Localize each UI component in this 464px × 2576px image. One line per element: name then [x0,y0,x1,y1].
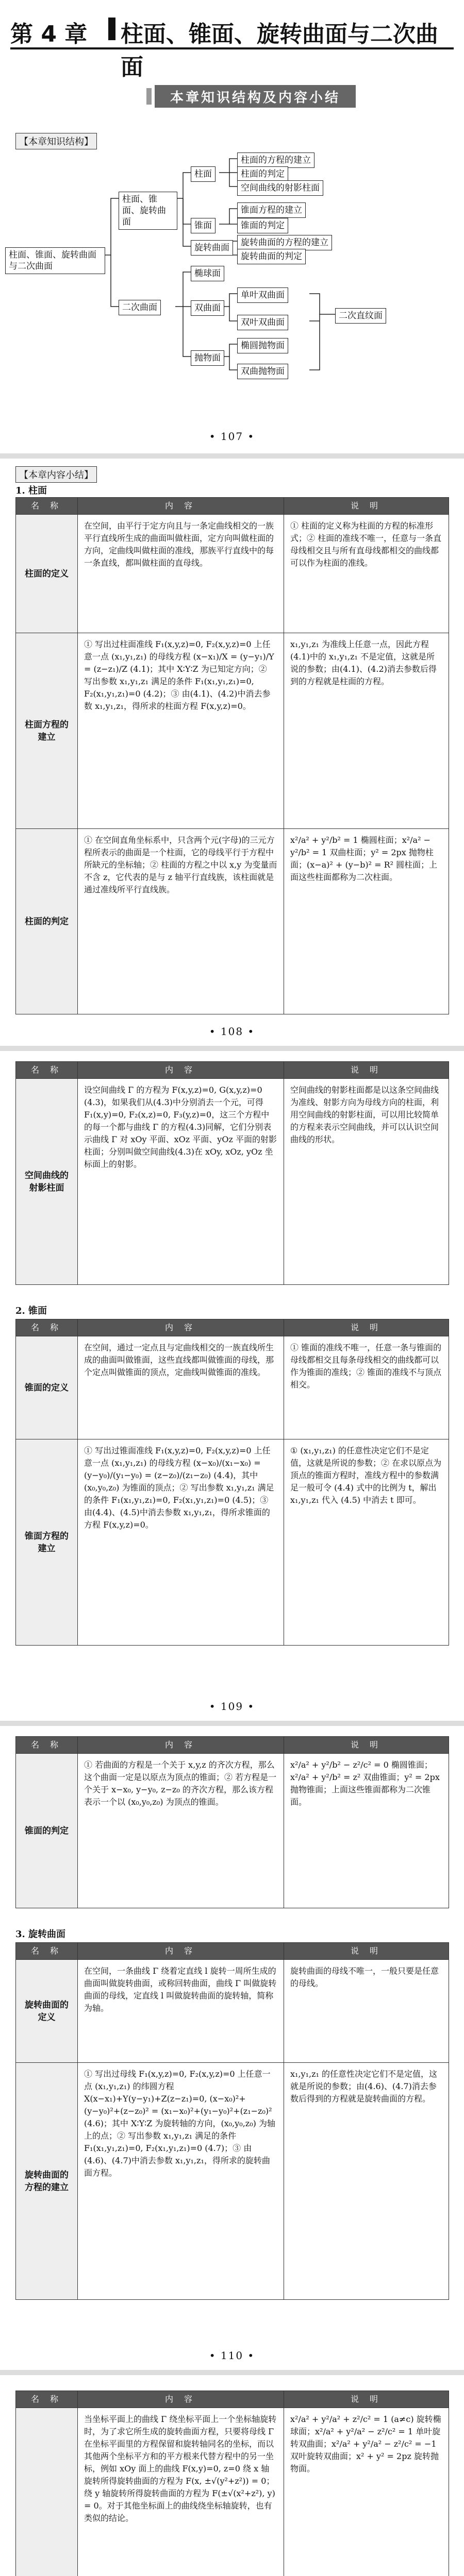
tree-leaf-cone-judge: 锥面的判定 [237,218,288,233]
header-name: 名 称 [16,2391,78,2408]
row-content: 设空间曲线 Γ 的方程为 F(x,y,z)=0, G(x,y,z)=0 (4.3)，如果我们从(4.3)中分别消去一个元，可得 F₁(x,y)=0, F₂(x,z)=0, F₃(y,z)=0，这三个方程中的每一个都与曲线 Γ 的方程(4.3)同解，它们分别表示曲线 Γ 对 xOy 平面、xOz 平面、yOz 平面的射影柱面；分别叫做空间曲线(4.3)在 xOy, xOz, yOz 坐标面上的射影。 [78,1079,284,1285]
page-number: • 108 • [209,1025,255,1038]
row-remark: x²/a² + y²/a² + z²/c² = 1 (a≠c) 旋转椭球面；x²/a² + y²/a² − z²/c² = 1 单叶旋转双曲面；x²/a² + y²/a² − z²/c² = −1 双叶旋转双曲面；x² + y² = 2pz 旋转抛物面。 [284,2408,449,2576]
tree-leaf-cone-eq: 锥面方程的建立 [237,202,306,218]
section-heading-cylinder: 1. 柱面 [15,485,47,496]
row-remark: ① 锥面的准线不唯一，任意一条与锥面的母线都相交且每条母线相交的曲线都可以作为锥面的准线；② 锥面的准线不与顶点相交。 [284,1336,449,1439]
row-remark: x²/a² + y²/b² − z²/c² = 0 椭圆锥面；x²/a² + y²/b² = z² 双曲锥面；y² = 2px 抛物锥面；上面这些锥面都称为二次锥面。 [284,1754,449,1908]
section-heading-cone: 2. 锥面 [15,1306,47,1316]
tree-node-paraboloid: 抛物面 [191,350,224,366]
cone-judge-table [15,1736,449,1908]
row-name [16,2408,78,2576]
section-banner: 本章知识结构及内容小结 [155,85,356,108]
header-remark: 说 明 [284,1319,449,1336]
summary-tag: 【本章内容小结】 [15,466,97,483]
row-content: 在空间，一条曲线 Γ 绕着定直线 l 旋转一周所生成的曲面叫做旋转曲面，或称回转曲面，曲线 Γ 叫做旋转曲面的母线，定直线 l 叫做旋转曲面的旋转轴，简称为轴。 [78,1960,284,2063]
header-name: 名 称 [16,1319,78,1336]
row-name: 锥面的判定 [16,1754,78,1908]
rotation-table [15,1942,449,2300]
page-separator [0,1046,464,1051]
page-number: • 109 • [209,1700,255,1713]
row-name: 旋转曲面的方程的建立 [16,2063,78,2300]
cylinder-table [15,497,449,1014]
section-heading-rotation: 3. 旋转曲面 [15,1929,66,1940]
row-content: ① 写出过母线 F₁(x,y,z)=0, F₂(x,y,z)=0 上任意一点 (x₁,y₁,z₁) 的纬圆方程 X(x−x₁)+Y(y−y₁)+Z(z−z₁)=0, (x−x₀)²+(y−y₀)²+(z−z₀)² = (x₁−x₀)²+(y₁−y₀)²+(z₁−z₀)² (4.6)；其中 X∶Y∶Z 为旋转轴的方向，(x₀,y₀,z₀) 为轴上的点；② 写出参数 x₁,y₁,z₁ 满足的条件 F₁(x₁,y₁,z₁)=0, F₂(x₁,y₁,z₁)=0 (4.7)；③ 由(4.6)、(4.7)中消去参数 x₁,y₁,z₁，得所求的旋转曲面方程。 [78,2063,284,2300]
row-name: 柱面方程的建立 [16,633,78,829]
tree-node-hyperboloid: 双曲面 [191,300,224,316]
tree-leaf-cyl-judge: 柱面的判定 [237,166,288,182]
row-remark: ① (x₁,y₁,z₁) 的任意性决定它们不是定值，这就是所说的参数；② 在求以原点为顶点的锥面方程时，准线方程中的参数满足一般可令 (4.4) 式中的比例为 t，解出 x₁,y₁,z₁ 代入 (4.5) 中消去 t 即可。 [284,1439,449,1646]
rotation-judge-table [15,2391,449,2576]
header-content: 内 容 [78,1737,284,1754]
header-content: 内 容 [78,2391,284,2408]
header-content: 内 容 [78,1943,284,1960]
row-name: 柱面的判定 [16,829,78,1014]
tree-leaf-hyp-2: 双叶双曲面 [237,315,288,330]
tree-node-cylinder: 柱面 [191,166,216,182]
page-separator [0,1721,464,1726]
row-content: ① 在空间直角坐标系中，只含两个元(字母)的三元方程所表示的曲面是一个柱面，它的母线平行于方程中所缺元的坐标轴；② 柱面的方程之中以 x,y 为变量而不含 z，它代表的是与 z 轴平行直线族，该柱面就是通过准线所平行直线族。 [78,829,284,1014]
header-remark: 说 明 [284,1062,449,1079]
row-content: 当坐标平面上的曲线 Γ 绕坐标平面上一个坐标轴旋转时，为了求它所生成的旋转曲面方程，只要将母线 Γ 在坐标平面里的方程保留和旋转轴同名的坐标，而以其他两个坐标平方和的平方根来代替方程中的另一坐标，例如 xOy 面上的曲线 F(x,y)=0, z=0 绕 x 轴旋转所得旋转曲面的方程为 F(x, ±√(y²+z²)) = 0；绕 y 轴旋转所得旋转曲面的方程为 F(±√(x²+z²), y) = 0。对于其他坐标面上的曲线绕坐标轴旋转，也有类似的结论。 [78,2408,284,2576]
chapter-number: 第 4 章 [10,21,88,47]
page-number: • 107 • [209,430,255,443]
chapter-bar [108,18,115,40]
header-content: 内 容 [78,1319,284,1336]
row-name: 空间曲线的射影柱面 [16,1079,78,1285]
tree-leaf-cyl-proj: 空间曲线的射影柱面 [237,180,323,196]
chapter-title: 柱面、锥面、旋转曲面与二次曲面 [121,21,438,80]
page-separator [0,2370,464,2375]
row-remark: x²/a² + y²/b² = 1 椭圆柱面；x²/a² − y²/b² = 1 双曲柱面；y² = 2px 抛物柱面；(x−a)² + (y−b)² = R² 圆柱面；上面这些柱面都称为二次柱面。 [284,829,449,1014]
row-name: 锥面的定义 [16,1336,78,1439]
tree-leaf-ruled: 二次直纹面 [335,308,386,324]
tree-leaf-cyl-eq: 柱面的方程的建立 [237,152,314,168]
row-content: 在空间，由平行于定方向且与一条定曲线相交的一族平行直线所生成的曲面叫做柱面，定方向叫做柱面的方向，定曲线叫做柱面的准线，那族平行直线中的每一条直线，都叫做柱面的直母线。 [78,515,284,633]
tree-leaf-par-1: 椭圆抛物面 [237,338,288,353]
tree-leaf-hyp-1: 单叶双曲面 [237,287,288,303]
row-content: ① 写出过锥面准线 F₁(x,y,z)=0, F₂(x,y,z)=0 上任意一点 (x₁,y₁,z₁) 的母线方程 (x−x₀)/(x₁−x₀) = (y−y₀)/(y₁−y₀) = (z−z₀)/(z₁−z₀) (4.4)，其中 (x₀,y₀,z₀) 为锥面的顶点；② 写出参数 x₁,y₁,z₁ 满足的条件 F₁(x₁,y₁,z₁)=0, F₂(x₁,y₁,z₁)=0 (4.5)；③ 由(4.4)、(4.5)中消去参数 x₁,y₁,z₁，得所求锥面的方程 F(x,y,z)=0。 [78,1439,284,1646]
tree-root: 柱面、锥面、旋转曲面与二次曲面 [5,247,105,274]
projection-table [15,1061,449,1285]
row-name: 柱面的定义 [16,515,78,633]
row-content: ① 若曲面的方程是一个关于 x,y,z 的齐次方程，那么这个曲面一定是以原点为顶点的锥面；② 若方程是一个关于 x−x₀, y−y₀, z−z₀ 的齐次方程，那么该方程表示一个以 (x₀,y₀,z₀) 为顶点的锥面。 [78,1754,284,1908]
tree-leaf-rot-eq: 旋转曲面的方程的建立 [237,235,332,250]
header-name: 名 称 [16,1062,78,1079]
row-remark: x₁,y₁,z₁ 为准线上任意一点，因此方程(4.1)中的 x₁,y₁,z₁ 不是定值，这就是所说的参数；由(4.1)、(4.2)消去参数后得到的方程就是柱面的方程。 [284,633,449,829]
tree-node-rotation: 旋转曲面 [191,240,233,256]
header-remark: 说 明 [284,1737,449,1754]
row-remark: ① 柱面的定义称为柱面的方程的标准形式；② 柱面的准线不唯一，任意与一条直母线相交且与所有直母线都相交的曲线都可以作为柱面的准线。 [284,515,449,633]
row-content: ① 写出过柱面准线 F₁(x,y,z)=0, F₂(x,y,z)=0 上任意一点 (x₁,y₁,z₁) 的母线方程 (x−x₁)/X = (y−y₁)/Y = (z−z₁)/Z (4.1)；其中 X∶Y∶Z 为已知定方向；② 写出参数 x₁,y₁,z₁ 满足的条件 F₁(x₁,y₁,z₁)=0, F₂(x₁,y₁,z₁)=0 (4.2)；③ 由(4.1)、(4.2)中消去参数 x₁,y₁,z₁，得所求的柱面方程 F(x,y,z)=0。 [78,633,284,829]
page-number: • 110 • [209,2349,255,2362]
row-remark: 旋转曲面的母线不唯一，一般只要是任意的母线。 [284,1960,449,2063]
tree-node-ellipsoid: 椭球面 [191,266,224,281]
tree-leaf-rot-judge: 旋转曲面的判定 [237,249,306,264]
tree-node-quadric: 二次曲面 [119,300,161,315]
tree-node-cone: 锥面 [191,218,216,233]
row-content: 在空间，通过一定点且与定曲线相交的一族直线所生成的曲面叫做锥面，这些直线都叫做锥面的母线，那个定点叫做锥面的顶点，定曲线叫做锥面的准线。 [78,1336,284,1439]
header-name: 名 称 [16,1737,78,1754]
row-remark: x₁,y₁,z₁ 的任意性决定它们不是定值，这就是所说的参数；由(4.6)、(4.7)消去参数后得到的方程就是旋转曲面的方程。 [284,2063,449,2300]
header-name: 名 称 [16,498,78,515]
header-remark: 说 明 [284,1943,449,1960]
header-remark: 说 明 [284,2391,449,2408]
header-name: 名 称 [16,1943,78,1960]
header-content: 内 容 [78,1062,284,1079]
header-remark: 说 明 [284,498,449,515]
row-name: 锥面方程的建立 [16,1439,78,1646]
chapter-header [10,11,454,80]
tree-leaf-par-2: 双曲抛物面 [237,364,288,379]
row-name: 旋转曲面的定义 [16,1960,78,2063]
header-content: 内 容 [78,498,284,515]
structure-tag: 【本章知识结构】 [15,133,97,149]
page-separator [0,453,464,459]
row-remark: 空间曲线的射影柱面都是以这条空间曲线为准线、射影方向为母线方向的柱面，利用空间曲线的射影柱面，可以用比较简单的方程来表示空间曲线，并可以认识空间曲线的形状。 [284,1079,449,1285]
cone-table [15,1319,449,1646]
tree-node-cyl-cone-rot: 柱面、锥面、旋转曲面 [119,192,177,230]
